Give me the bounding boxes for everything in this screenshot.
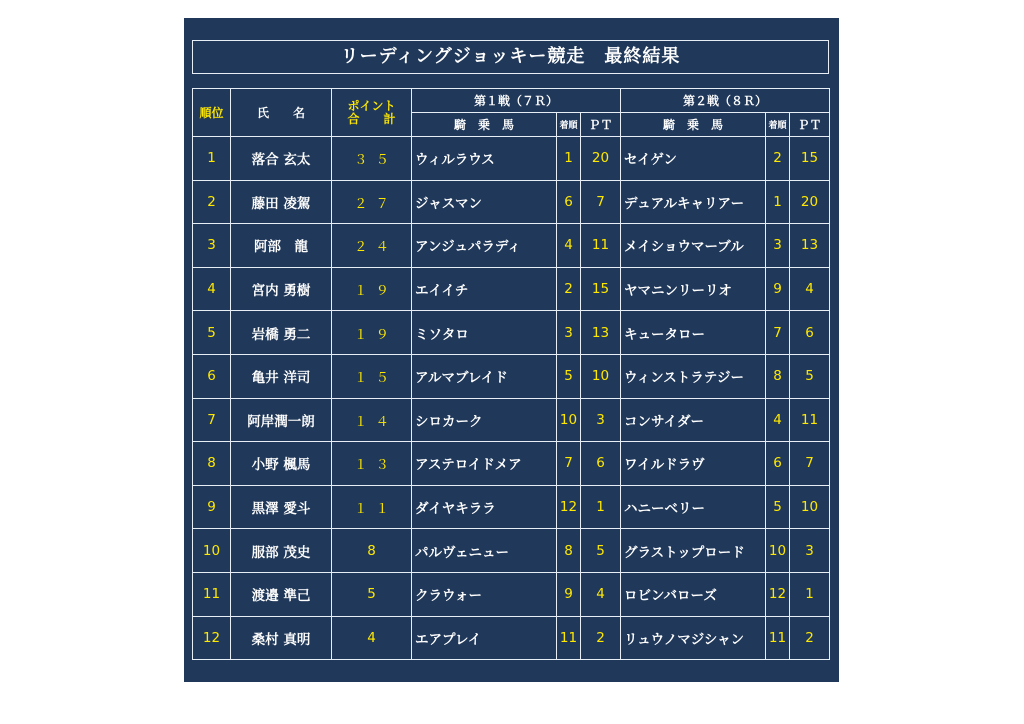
race1-horse-cell: ミソタロ <box>412 311 557 355</box>
table-row <box>193 572 830 616</box>
race2-horse-cell: グラストップロード <box>621 529 766 573</box>
race2-finish-cell: 8 <box>766 354 790 398</box>
race1-header: 第１戦（７Ｒ） <box>412 89 621 113</box>
name-cell: 小野 楓馬 <box>231 442 332 486</box>
race1-pt-cell: 13 <box>581 311 621 355</box>
race2-finish-cell: 12 <box>766 572 790 616</box>
race1-horse-header: 騎 乗 馬 <box>412 113 557 137</box>
table-row <box>193 311 830 355</box>
rank-cell: 2 <box>193 180 231 224</box>
race1-pt-cell: 4 <box>581 572 621 616</box>
rank-cell: 4 <box>193 267 231 311</box>
race1-pt-cell: 1 <box>581 485 621 529</box>
total-cell: １９ <box>332 311 412 355</box>
table-row <box>193 267 830 311</box>
race2-finish-cell: 9 <box>766 267 790 311</box>
total-cell: 8 <box>332 529 412 573</box>
race1-finish-cell: 4 <box>557 224 581 268</box>
race2-header: 第２戦（８Ｒ） <box>621 89 830 113</box>
race2-finish-cell: 2 <box>766 137 790 181</box>
race2-finish-cell: 11 <box>766 616 790 660</box>
race1-horse-cell: アンジュパラディ <box>412 224 557 268</box>
race1-finish-cell: 9 <box>557 572 581 616</box>
race1-horse-cell: ダイヤキララ <box>412 485 557 529</box>
points-header <box>332 89 412 137</box>
results-table <box>192 88 830 660</box>
race2-pt-cell: 2 <box>790 616 830 660</box>
race1-finish-cell: 6 <box>557 180 581 224</box>
race2-horse-cell: ヤマニンリーリオ <box>621 267 766 311</box>
name-cell: 黒澤 愛斗 <box>231 485 332 529</box>
rank-cell: 8 <box>193 442 231 486</box>
race2-finish-cell: 3 <box>766 224 790 268</box>
race2-horse-cell: ロビンバローズ <box>621 572 766 616</box>
race2-horse-cell: コンサイダー <box>621 398 766 442</box>
points-header-line1: ポイント <box>347 98 396 113</box>
total-cell: １９ <box>332 267 412 311</box>
race1-horse-cell: アルマブレイド <box>412 354 557 398</box>
race1-horse-cell: ウィルラウス <box>412 137 557 181</box>
rank-cell: 3 <box>193 224 231 268</box>
page-title: リーディングジョッキー競走 最終結果 <box>192 40 829 74</box>
race2-horse-cell: デュアルキャリアー <box>621 180 766 224</box>
race1-finish-cell: 1 <box>557 137 581 181</box>
race2-horse-cell: セイゲン <box>621 137 766 181</box>
race1-horse-cell: アステロイドメア <box>412 442 557 486</box>
name-header: 氏 名 <box>231 89 332 137</box>
race2-finish-cell: 1 <box>766 180 790 224</box>
name-cell: 桑村 真明 <box>231 616 332 660</box>
total-cell: ３５ <box>332 137 412 181</box>
race2-pt-cell: 3 <box>790 529 830 573</box>
race1-pt-cell: 6 <box>581 442 621 486</box>
race2-pt-cell: 7 <box>790 442 830 486</box>
race2-pt-cell: 20 <box>790 180 830 224</box>
total-cell: 5 <box>332 572 412 616</box>
rank-cell: 11 <box>193 572 231 616</box>
race1-finish-cell: 5 <box>557 354 581 398</box>
table-row <box>193 442 830 486</box>
race2-pt-header: ＰＴ <box>790 113 830 137</box>
total-cell: ２７ <box>332 180 412 224</box>
race2-finish-cell: 5 <box>766 485 790 529</box>
race2-pt-cell: 4 <box>790 267 830 311</box>
race1-finish-cell: 11 <box>557 616 581 660</box>
total-cell: １５ <box>332 354 412 398</box>
race2-finish-cell: 4 <box>766 398 790 442</box>
race2-finish-header: 着順 <box>766 113 790 137</box>
race1-pt-cell: 3 <box>581 398 621 442</box>
race2-horse-header: 騎 乗 馬 <box>621 113 766 137</box>
race1-finish-cell: 2 <box>557 267 581 311</box>
name-cell: 岩橋 勇二 <box>231 311 332 355</box>
rank-cell: 1 <box>193 137 231 181</box>
name-cell: 阿岸潤一朗 <box>231 398 332 442</box>
total-cell: １３ <box>332 442 412 486</box>
name-cell: 服部 茂史 <box>231 529 332 573</box>
race1-pt-cell: 15 <box>581 267 621 311</box>
race1-finish-cell: 8 <box>557 529 581 573</box>
table-row <box>193 398 830 442</box>
race1-pt-cell: 5 <box>581 529 621 573</box>
rank-cell: 12 <box>193 616 231 660</box>
race1-horse-cell: ジャスマン <box>412 180 557 224</box>
rank-cell: 5 <box>193 311 231 355</box>
race2-finish-cell: 7 <box>766 311 790 355</box>
race1-pt-cell: 20 <box>581 137 621 181</box>
name-cell: 落合 玄太 <box>231 137 332 181</box>
race2-pt-cell: 1 <box>790 572 830 616</box>
race1-finish-cell: 10 <box>557 398 581 442</box>
race1-finish-header: 着順 <box>557 113 581 137</box>
table-row <box>193 616 830 660</box>
points-header-line2: 合 計 <box>347 111 396 126</box>
race1-horse-cell: エアプレイ <box>412 616 557 660</box>
results-rows <box>193 137 830 660</box>
race2-pt-cell: 10 <box>790 485 830 529</box>
total-cell: １１ <box>332 485 412 529</box>
race1-finish-cell: 3 <box>557 311 581 355</box>
rank-cell: 9 <box>193 485 231 529</box>
race2-pt-cell: 11 <box>790 398 830 442</box>
rank-cell: 7 <box>193 398 231 442</box>
rank-cell: 6 <box>193 354 231 398</box>
name-cell: 亀井 洋司 <box>231 354 332 398</box>
race2-pt-cell: 13 <box>790 224 830 268</box>
race1-pt-cell: 7 <box>581 180 621 224</box>
table-row <box>193 224 830 268</box>
race1-pt-cell: 10 <box>581 354 621 398</box>
race2-finish-cell: 6 <box>766 442 790 486</box>
race2-horse-cell: ワイルドラヴ <box>621 442 766 486</box>
total-cell: １４ <box>332 398 412 442</box>
race2-horse-cell: ウィンストラテジー <box>621 354 766 398</box>
race2-pt-cell: 5 <box>790 354 830 398</box>
race1-pt-cell: 11 <box>581 224 621 268</box>
race1-pt-cell: 2 <box>581 616 621 660</box>
race2-horse-cell: リュウノマジシャン <box>621 616 766 660</box>
name-cell: 阿部 龍 <box>231 224 332 268</box>
rank-header: 順位 <box>193 89 231 137</box>
race2-pt-cell: 6 <box>790 311 830 355</box>
table-row <box>193 180 830 224</box>
race1-horse-cell: エイイチ <box>412 267 557 311</box>
total-cell: ２４ <box>332 224 412 268</box>
rank-cell: 10 <box>193 529 231 573</box>
total-cell: 4 <box>332 616 412 660</box>
race2-finish-cell: 10 <box>766 529 790 573</box>
race2-pt-cell: 15 <box>790 137 830 181</box>
race1-finish-cell: 7 <box>557 442 581 486</box>
table-row <box>193 354 830 398</box>
table-row <box>193 485 830 529</box>
name-cell: 宮内 勇樹 <box>231 267 332 311</box>
table-row <box>193 529 830 573</box>
race2-horse-cell: キュータロー <box>621 311 766 355</box>
race1-horse-cell: クラウォー <box>412 572 557 616</box>
results-board <box>184 18 839 682</box>
race1-pt-header: ＰＴ <box>581 113 621 137</box>
table-row <box>193 137 830 181</box>
race1-horse-cell: シロカーク <box>412 398 557 442</box>
name-cell: 藤田 凌駕 <box>231 180 332 224</box>
race2-horse-cell: メイショウマーブル <box>621 224 766 268</box>
race2-horse-cell: ハニーベリー <box>621 485 766 529</box>
name-cell: 渡邉 準己 <box>231 572 332 616</box>
race1-finish-cell: 12 <box>557 485 581 529</box>
race1-horse-cell: パルヴェニュー <box>412 529 557 573</box>
